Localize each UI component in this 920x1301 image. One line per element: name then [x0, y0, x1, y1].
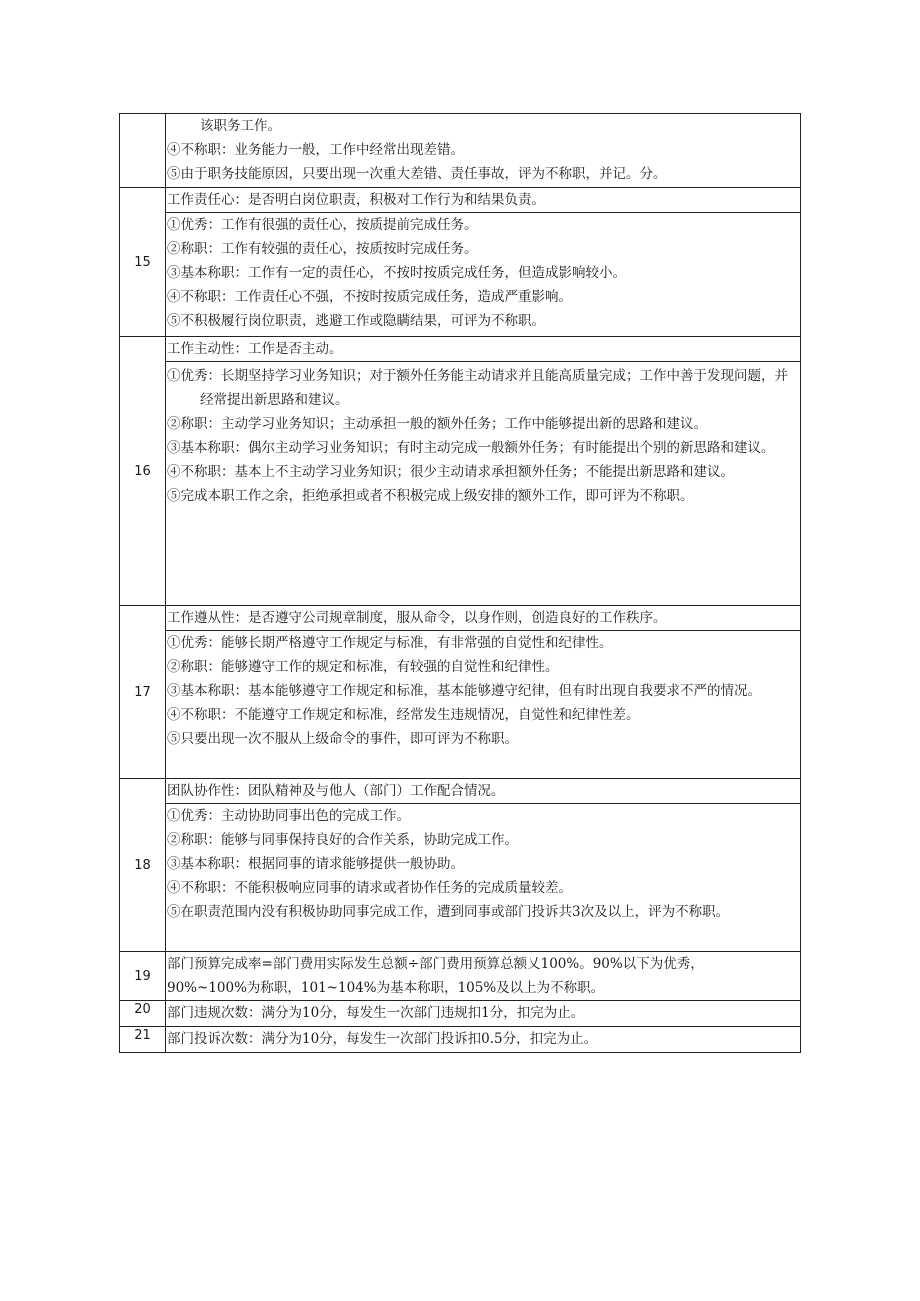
criteria-line: ⑤在职责范围内没有积极协助同事完成工作，遭到同事或部门投诉共3次及以上，评为不称职。: [167, 904, 730, 920]
table-row: [120, 606, 801, 779]
criteria-description: ：团队精神及与他人（部门）工作配合情况。: [234, 783, 505, 799]
table-row: [120, 114, 801, 188]
criteria-line: ④不称职：工作责任心不强，不按时按质完成任务，造成严重影响。: [167, 289, 572, 305]
criteria-line: ⑤由于职务技能原因，只要出现一次重大差错、责任事故，评为不称职，并记。分。: [167, 166, 667, 182]
criteria-title: 团队协作性: [167, 783, 235, 799]
row-number-empty: [120, 114, 166, 188]
criteria-line: ②称职：能够与同事保持良好的合作关系，协助完成工作。: [167, 832, 518, 848]
criteria-items: [166, 212, 800, 335]
row-number: 20: [120, 1001, 166, 1027]
criteria-line: ③基本称职：工作有一定的责任心，不按时按质完成任务，但造成影响较小。: [167, 265, 626, 281]
criteria-description: ：满分为10分，每发生一次部门违规扣1分，扣完为止。: [248, 1005, 585, 1021]
criteria-description: ：是否遵守公司规章制度，服从命令，以身作则，创造良好的工作秩序。: [234, 610, 667, 626]
criteria-line: ④不称职：业务能力一般，工作中经常出现差错。: [167, 142, 464, 158]
criteria-cell: [166, 337, 801, 606]
criteria-cell: [166, 606, 801, 779]
criteria-title: 部门投诉次数: [167, 1031, 248, 1047]
criteria-heading: [166, 1027, 800, 1051]
criteria-line: ①优秀：工作有很强的责任心，按质提前完成任务。: [167, 217, 478, 233]
table-row: [120, 1027, 801, 1053]
criteria-line: ②称职：工作有较强的责任心，按质按时完成任务。: [167, 241, 478, 257]
criteria-line: 90%~100%为称职，101~104%为基本称职，105%及以上为不称职。: [167, 980, 605, 996]
criteria-heading: [166, 337, 800, 361]
criteria-heading: [166, 952, 800, 976]
criteria-title: 工作责任心: [167, 192, 235, 208]
criteria-line: ④不称职：基本上不主动学习业务知识；很少主动请求承担额外任务；不能提出新思路和建议。: [167, 464, 734, 480]
criteria-line: ⑤不积极履行岗位职责，逃避工作或隐瞒结果，可评为不称职。: [167, 313, 545, 329]
table-row: [120, 952, 801, 1001]
row-number: 18: [120, 779, 166, 952]
criteria-line: ⑤完成本职工作之余，拒绝承担或者不积极完成上级安排的额外工作，即可评为不称职。: [167, 488, 694, 504]
criteria-title: 工作遵从性: [167, 610, 235, 626]
criteria-items: [166, 361, 800, 508]
criteria-heading: [166, 606, 800, 630]
criteria-items: [166, 803, 800, 950]
criteria-title: 工作主动性：工作是否主动。: [167, 341, 343, 357]
criteria-line: ④不称职：不能积极响应同事的请求或者协作任务的完成质量较差。: [167, 880, 572, 896]
criteria-cell: [166, 188, 801, 337]
row-number: 15: [120, 188, 166, 337]
criteria-line: ②称职：能够遵守工作的规定和标准，有较强的自觉性和纪律性。: [167, 659, 559, 675]
criteria-line: ③基本称职：根据同事的请求能够提供一般协助。: [167, 856, 464, 872]
criteria-line: ③基本称职：基本能够遵守工作规定和标准，基本能够遵守纪律，但有时出现自我要求不严的情况。: [167, 683, 761, 699]
criteria-items: [166, 630, 800, 777]
criteria-line: ①优秀：主动协助同事出色的完成工作。: [167, 808, 410, 824]
criteria-line: ②称职：主动学习业务知识；主动承担一般的额外任务；工作中能够提出新的思路和建议。: [167, 416, 707, 432]
criteria-cell: [166, 1001, 801, 1027]
criteria-cell: [166, 779, 801, 952]
row-number: 21: [120, 1027, 166, 1053]
criteria-title: 部门违规次数: [167, 1005, 248, 1021]
criteria-heading: [166, 188, 800, 212]
criteria-line: ①优秀：能够长期严格遵守工作规定与标准，有非常强的自觉性和纪律性。: [167, 635, 613, 651]
criteria-line: 该职务工作。: [200, 118, 281, 134]
row-number: 19: [120, 952, 166, 1001]
row-number: 17: [120, 606, 166, 779]
criteria-description: =部门费用实际发生总额÷部门费用预算总额乂100%。90%以下为优秀，: [261, 956, 704, 972]
criteria-line: ④不称职：不能遵守工作规定和标准，经常发生违规情况，自觉性和纪律性差。: [167, 707, 640, 723]
table-row: [120, 188, 801, 337]
criteria-cell: [166, 114, 801, 188]
criteria-description: ：满分为10分，每发生一次部门投诉扣0.5分，扣完为止。: [248, 1031, 598, 1047]
row-number: 16: [120, 337, 166, 606]
criteria-line: ⑤只要出现一次不服从上级命令的事件，即可评为不称职。: [167, 731, 518, 747]
criteria-cell: [166, 952, 801, 1001]
table-row: [120, 1001, 801, 1027]
table-row: [120, 337, 801, 606]
criteria-title: 部门预算完成率: [167, 956, 262, 972]
criteria-description: ：是否明白岗位职责，积极对工作行为和结果负责。: [234, 192, 545, 208]
criteria-cell: [166, 1027, 801, 1053]
table-row: [120, 779, 801, 952]
criteria-heading: [166, 1001, 800, 1025]
criteria-line: ③基本称职：偶尔主动学习业务知识；有时主动完成一般额外任务；有时能提出个别的新思路和建议。: [167, 440, 775, 456]
evaluation-criteria-table: [119, 113, 801, 1053]
criteria-line: ①优秀：长期坚持学习业务知识；对于额外任务能主动请求并且能高质量完成；工作中善于发现问题，并经常提出新思路和建议。: [167, 368, 788, 408]
criteria-heading: [166, 779, 800, 803]
